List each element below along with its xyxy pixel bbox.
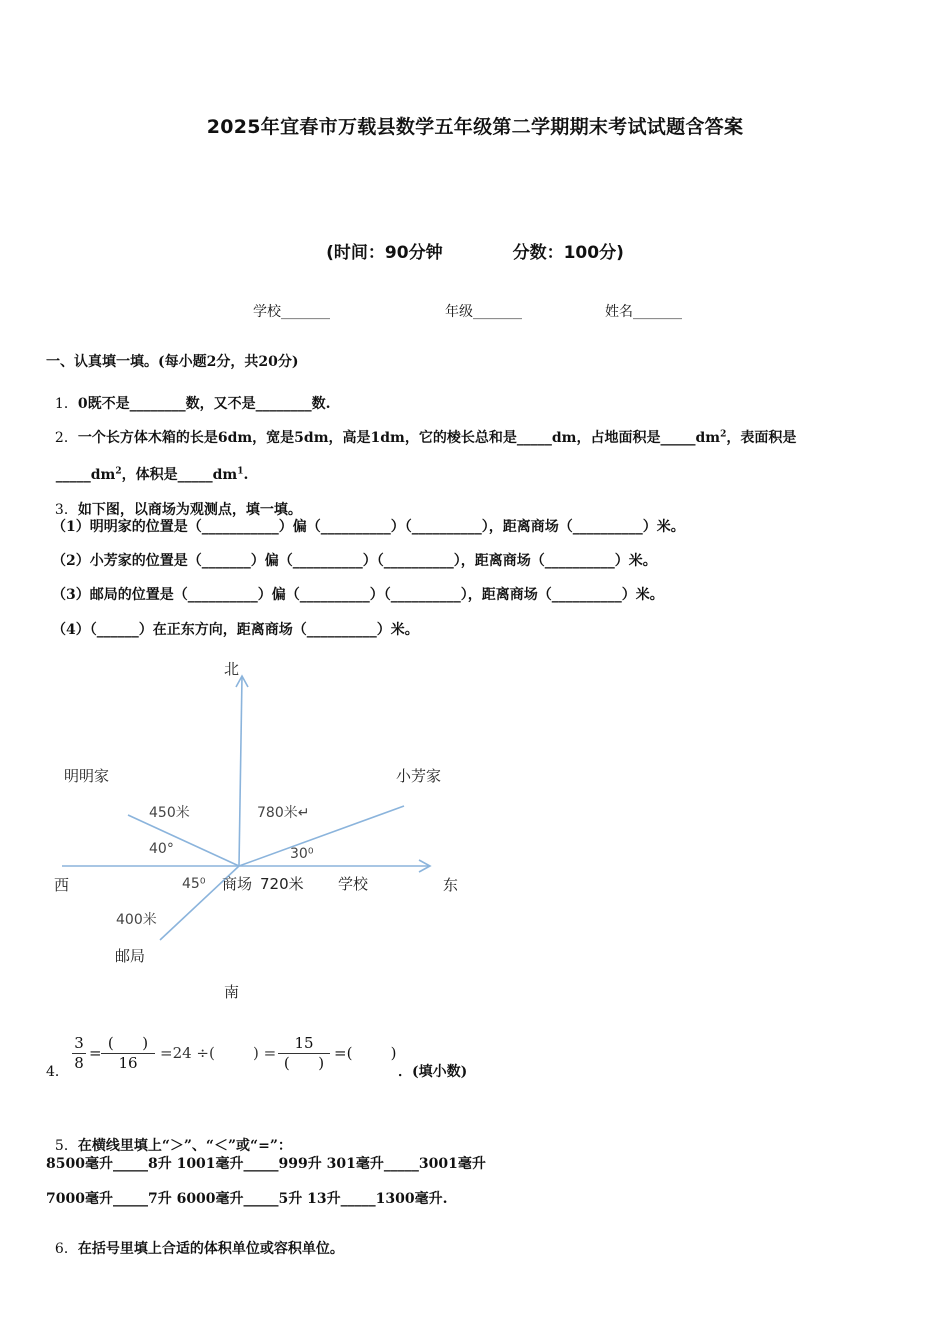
question-number: 4．: [46, 1064, 69, 1080]
distance-450: 450米: [149, 805, 190, 821]
question-number: 1．: [54, 396, 78, 412]
mingming-label: 明明家: [64, 767, 110, 785]
question-text: ，表面积是: [726, 430, 797, 446]
grade-field[interactable]: 年级_______: [445, 304, 522, 320]
question-5-row-1: 8500毫升_____8升 1001毫升_____999升 301毫升_____3001毫升: [46, 1156, 486, 1172]
question-number: 6．: [54, 1241, 78, 1257]
angle-40: 40°: [149, 841, 174, 857]
question-2-line-2: [46, 448, 248, 484]
division-expression[interactable]: =24 ÷( ) =: [160, 1044, 277, 1062]
page-title: 2025年宜春市万载县数学五年级第二学期期末考试试题含答案: [206, 116, 744, 138]
east-label: 东: [443, 876, 459, 894]
question-3: [46, 483, 302, 519]
question-5-row-2: 7000毫升_____7升 6000毫升_____5升 13升_____1300毫升.: [46, 1191, 448, 1207]
denominator[interactable]: ( ): [278, 1053, 330, 1072]
fraction-3-8: [72, 1034, 86, 1072]
numerator[interactable]: ( ): [107, 1034, 149, 1052]
question-text: ，体积是_____dm: [121, 467, 238, 483]
distance-720: 720米: [260, 875, 304, 893]
question-number: 2．: [54, 430, 78, 446]
question-3-part-3: （3）邮局的位置是（__________）偏（__________）（__________），距离商场（__________）米。: [52, 587, 664, 603]
school-field[interactable]: 学校_______: [253, 304, 330, 320]
mingming-line: [128, 815, 239, 866]
north-arrow-icon: [236, 676, 248, 687]
section-heading: 一、认真填一填。(每小题2分，共20分): [46, 354, 299, 370]
decimal-blank[interactable]: =( ): [334, 1044, 397, 1062]
question-6: [46, 1222, 344, 1258]
diagram-lines: [62, 676, 430, 940]
question-2-line-1: [46, 411, 796, 447]
exam-time: (时间：90分钟: [326, 243, 443, 263]
question-hint: ．(填小数): [398, 1064, 468, 1080]
question-number: 5．: [54, 1138, 78, 1154]
superscript: 1: [237, 466, 244, 477]
north-axis: [239, 676, 242, 866]
xiaofang-label: 小芳家: [396, 767, 442, 785]
question-text: 在括号里填上合适的体积单位或容积单位。: [77, 1241, 344, 1257]
denominator: 16: [101, 1053, 155, 1072]
fraction-blank-16: [101, 1034, 155, 1072]
question-text: 如下图，以商场为观测点，填一填。: [77, 502, 302, 518]
question-number: 3．: [54, 502, 78, 518]
fraction-15-blank: [278, 1034, 330, 1072]
distance-780: 780米↵: [257, 805, 310, 821]
xiaofang-line: [239, 806, 404, 866]
question-3-part-2: （2）小芳家的位置是（_______）偏（__________）（__________），距离商场（__________）米。: [52, 553, 657, 569]
equals-sign: =: [89, 1044, 102, 1062]
question-1: [46, 377, 330, 413]
superscript: 2: [115, 466, 122, 477]
numerator: 3: [74, 1034, 84, 1052]
school-label: 学校: [338, 875, 369, 893]
east-arrow-icon: [419, 860, 430, 872]
distance-400: 400米: [116, 912, 157, 928]
denominator: 8: [72, 1053, 86, 1072]
south-label: 南: [224, 983, 240, 1001]
question-text: 0既不是________数，又不是________数.: [77, 396, 331, 412]
exam-info: [0, 238, 950, 263]
question-3-part-4: （4）（______）在正东方向，距离商场（__________）米。: [52, 622, 419, 638]
question-text: .: [243, 467, 249, 483]
angle-30: 30⁰: [290, 846, 314, 862]
angle-45: 45⁰: [182, 876, 206, 892]
name-field[interactable]: 姓名_______: [605, 304, 682, 320]
post-office-label: 邮局: [115, 947, 146, 965]
mall-label: 商场: [222, 875, 253, 893]
question-3-part-1: （1）明明家的位置是（___________）偏（__________）（__________），距离商场（__________）米。: [52, 519, 685, 535]
west-label: 西: [54, 876, 70, 894]
numerator: 15: [294, 1034, 314, 1052]
question-text: 在横线里填上“＞”、“＜”或“=”：: [77, 1138, 292, 1154]
superscript: 2: [720, 429, 727, 440]
question-text: 一个长方体木箱的长是6dm，宽是5dm，高是1dm，它的棱长总和是_____dm，占地面积是_____dm: [77, 430, 721, 446]
post-line: [160, 866, 239, 940]
exam-score: 分数：100分): [512, 243, 624, 263]
question-text: _____dm: [55, 467, 116, 483]
question-5: [46, 1119, 292, 1155]
north-label: 北: [224, 660, 240, 678]
